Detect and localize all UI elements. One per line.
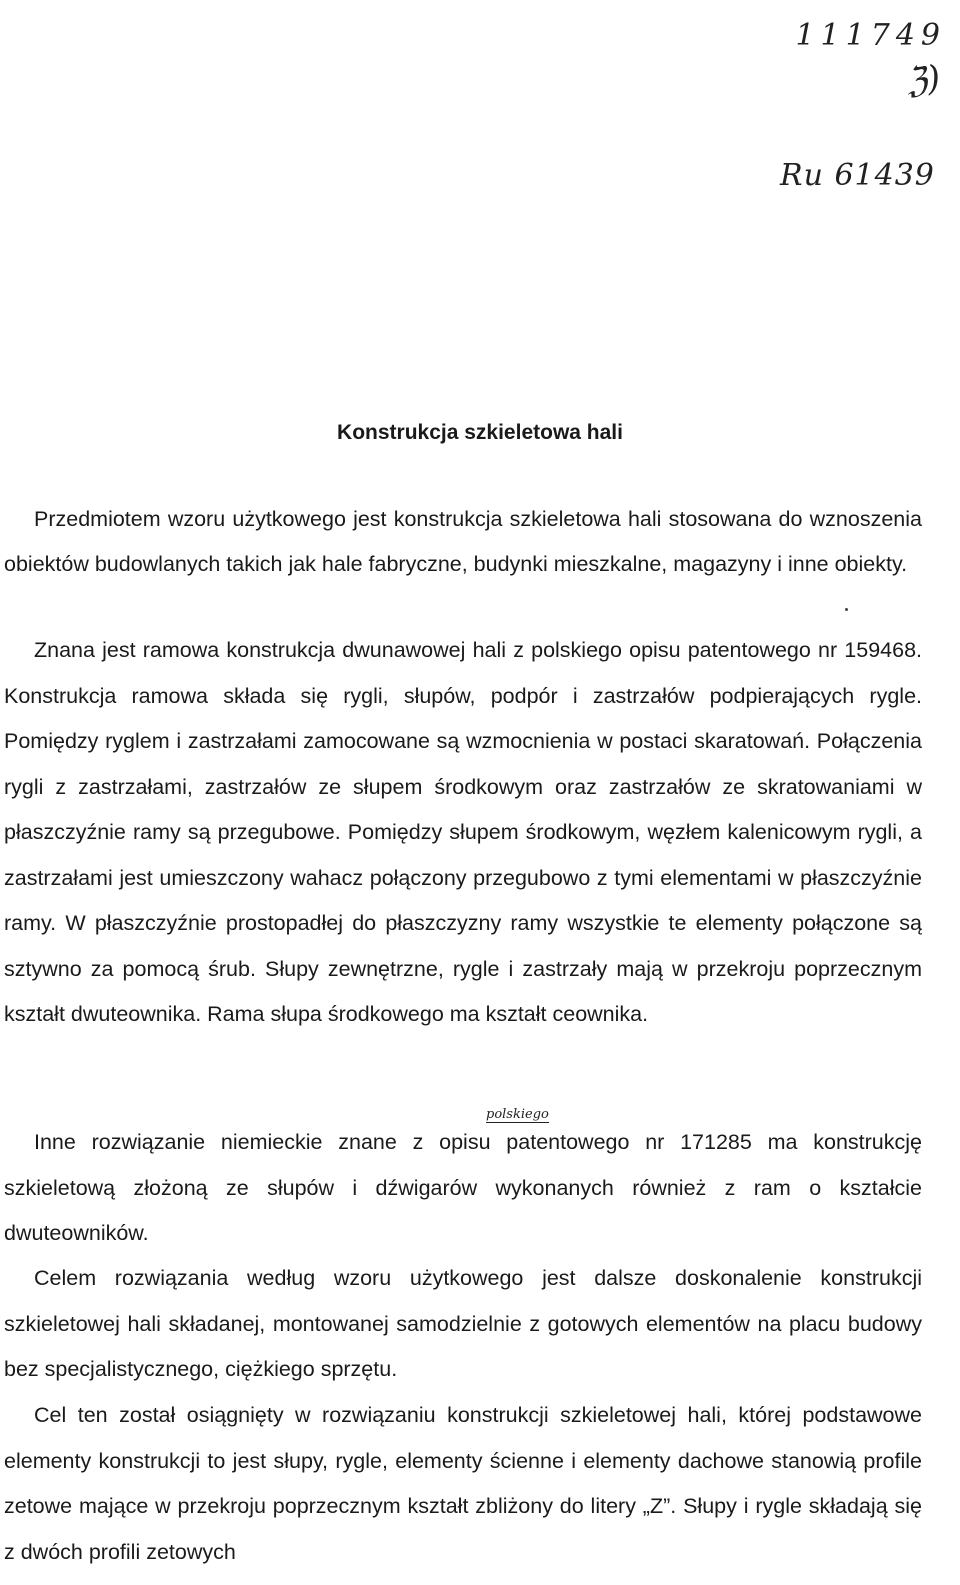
paragraph-solution: Cel ten został osiągnięty w rozwiązaniu konstrukcji szkieletowej hali, której podstawowe elementy konstrukcji to jest słupy, rygle, elementy ścienne i elementy dachowe stanowią profile zetowe mające w przekroju poprzecznym kształt zbliżony do litery „Z”. Słupy i rygle składają się z dwóch profili zetowych <box>4 1403 922 1564</box>
paragraph-subject: Przedmiotem wzoru użytkowego jest konstrukcja szkieletowa hali stosowana do wznoszenia obiektów budowlanych takich jak hale fabryczne, budynki mieszkalne, magazyny i inne obiekty. <box>4 507 922 576</box>
paragraph-goal: Celem rozwiązania według wzoru użytkowego jest dalsze doskonalenie konstrukcji szkieletowej hali składanej, montowanej samodzielnie z gotowych elementów na placu budowy bez specjalistycznego, ciężkiego sprzętu. <box>4 1266 922 1381</box>
paragraph-prior-art-polish: Znana jest ramowa konstrukcja dwunawowej hali z polskiego opisu patentowego nr 159468. Konstrukcja ramowa składa się rygli, słupów, podpór i zastrzałów podpierających rygle. Pomiędzy ryglem i zastrzałami zamocowane są wzmocnienia w postaci skaratowań. Połączenia rygli z zastrzałami, zastrzałów ze słupem środkowym oraz zastrzałów ze skratowaniami w płaszczyźnie ramy są przegubowe. Pomiędzy słupem środkowym, węzłem kalenicowym rygli, a zastrzałami jest umieszczony wahacz połączony przegubowo z tymi elementami w płaszczyźnie ramy. W płaszczyźnie prostopadłej do płaszczyzny ramy wszystkie te elementy połączone są sztywno za pomocą śrub. Słupy zewnętrzne, rygle i zastrzały mają w przekroju poprzecznym kształt dwuteownika. Rama słupa środkowego ma kształt ceownika. <box>4 638 922 1026</box>
paragraph-prior-art-german: Inne rozwiązanie niemieckie znane z opisu patentowego nr 171285 ma konstrukcję szkieletową złożoną ze słupów i dźwigarów wykonanych również z ram o kształcie dwuteowników. <box>4 1130 922 1245</box>
stray-dot <box>845 608 848 611</box>
handwritten-mark: ℨ) <box>903 57 943 103</box>
handwritten-insert: polskiego <box>486 1107 549 1122</box>
stamp-number: 111749 <box>795 18 946 53</box>
reference-number: Ru 61439 <box>780 158 935 193</box>
document-title: Konstrukcja szkieletowa hali <box>337 421 623 445</box>
